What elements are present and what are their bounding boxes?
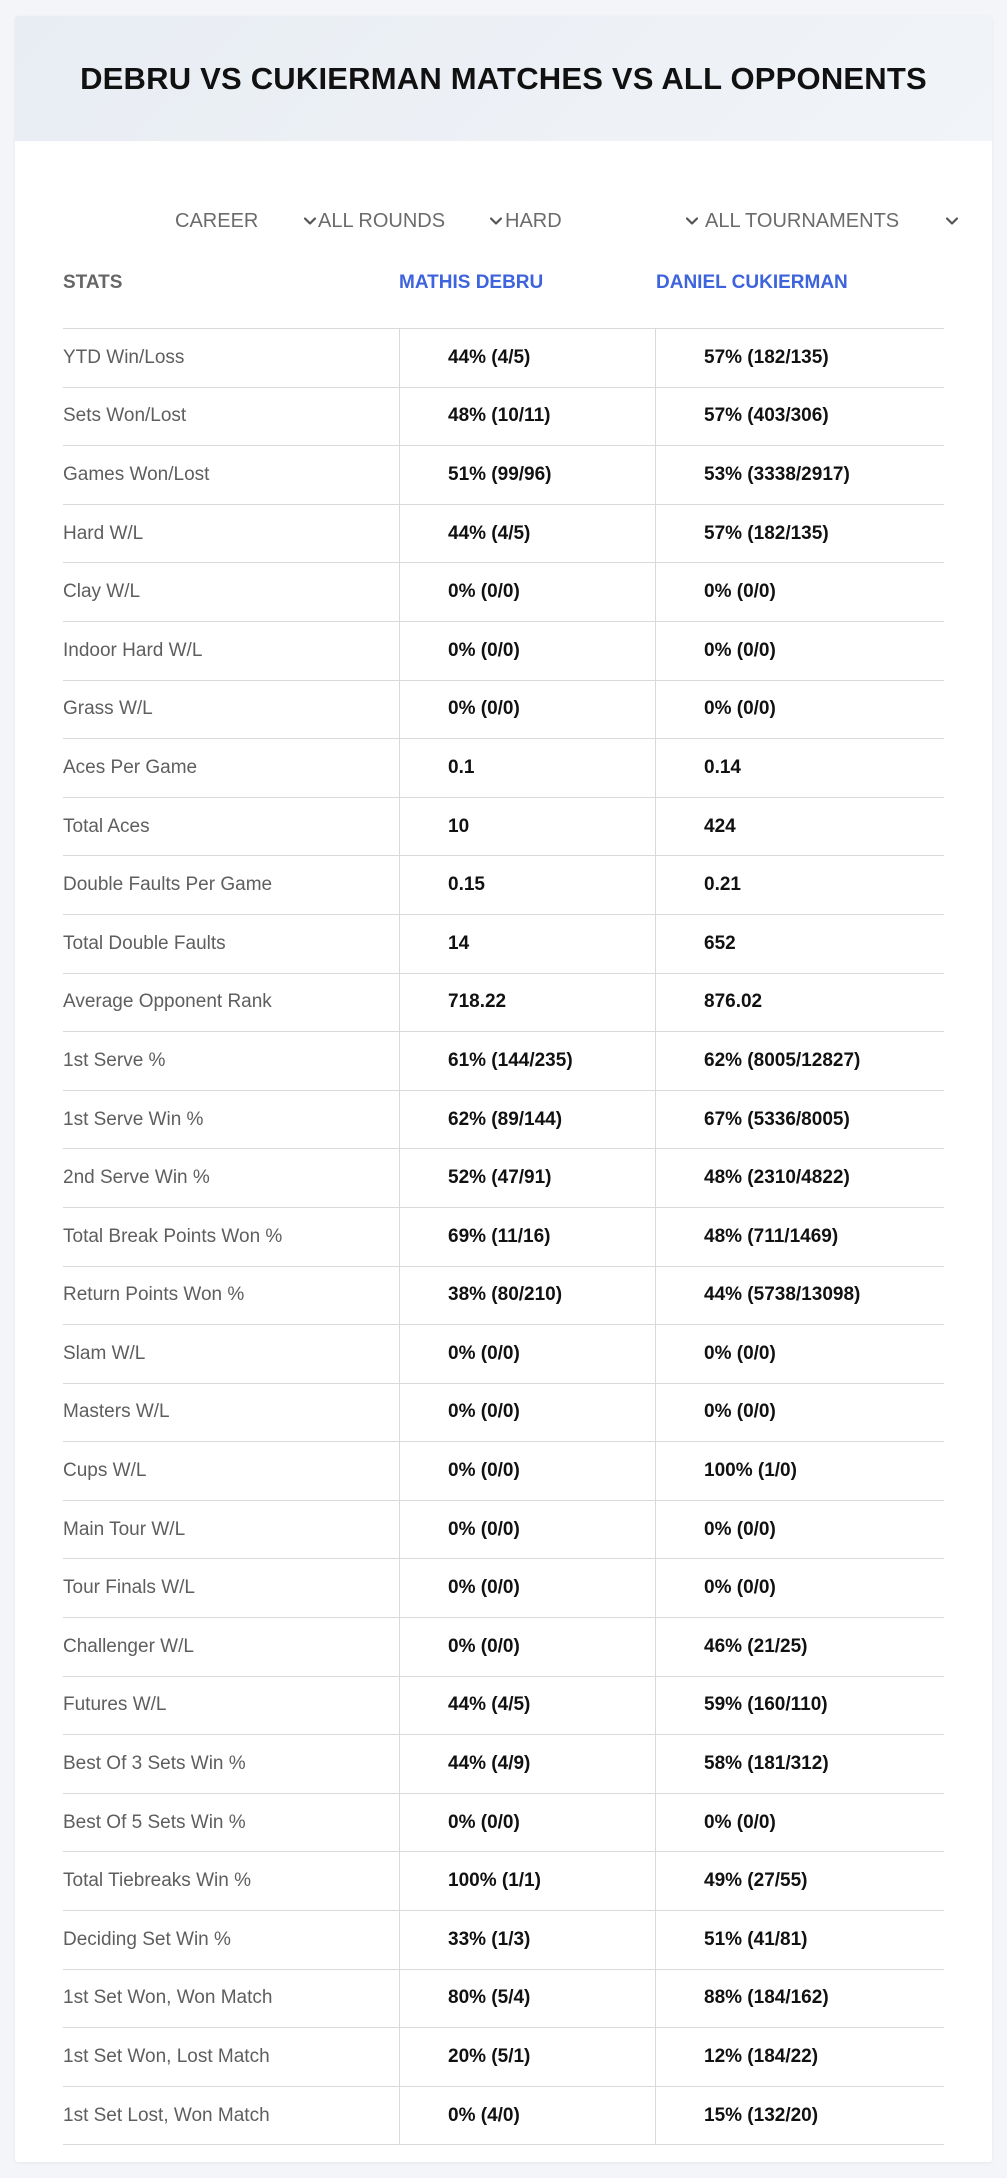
player2-value: 424	[655, 798, 944, 856]
filter-bar	[15, 186, 992, 256]
player2-value: 49% (27/55)	[655, 1852, 944, 1910]
player2-value: 0% (0/0)	[655, 563, 944, 621]
row-label: Clay W/L	[63, 581, 141, 603]
table-row	[63, 1911, 944, 1970]
row-label: Indoor Hard W/L	[63, 639, 203, 661]
row-label: Best Of 5 Sets Win %	[63, 1811, 246, 1833]
player1-value: 14	[399, 915, 655, 973]
player2-value: 0% (0/0)	[655, 1559, 944, 1617]
player2-value: 48% (2310/4822)	[655, 1149, 944, 1207]
surface-select-value: HARD	[505, 209, 562, 232]
period-select-value: CAREER	[175, 209, 259, 232]
row-label: Return Points Won %	[63, 1284, 245, 1306]
table-row	[63, 329, 944, 388]
player2-value: 88% (184/162)	[655, 1970, 944, 2028]
table-row	[63, 622, 944, 681]
row-label: Deciding Set Win %	[63, 1928, 231, 1950]
column-header-player1[interactable]: MATHIS DEBRU	[399, 272, 544, 293]
table-row	[63, 2087, 944, 2146]
player1-value: 44% (4/5)	[399, 329, 655, 387]
player2-value: 0% (0/0)	[655, 1325, 944, 1383]
row-label: 1st Serve %	[63, 1049, 166, 1071]
table-row	[63, 1618, 944, 1677]
row-label: Total Break Points Won %	[63, 1225, 283, 1247]
table-row	[63, 1325, 944, 1384]
player1-value: 62% (89/144)	[399, 1091, 655, 1149]
table-row	[63, 1677, 944, 1736]
table-row	[63, 1208, 944, 1267]
player2-value: 58% (181/312)	[655, 1735, 944, 1793]
row-label: 1st Set Won, Won Match	[63, 1987, 273, 2009]
row-label: 1st Serve Win %	[63, 1108, 204, 1130]
player2-value: 0% (0/0)	[655, 681, 944, 739]
player2-value: 0.14	[655, 739, 944, 797]
player1-value: 0% (0/0)	[399, 1325, 655, 1383]
player1-value: 0% (0/0)	[399, 1442, 655, 1500]
row-label: Best Of 3 Sets Win %	[63, 1753, 246, 1775]
player1-value: 718.22	[399, 974, 655, 1032]
chevron-down-icon	[488, 213, 504, 229]
player2-value: 57% (182/135)	[655, 505, 944, 563]
table-row	[63, 1267, 944, 1326]
player2-value: 0% (0/0)	[655, 1794, 944, 1852]
table-row	[63, 1852, 944, 1911]
player1-value: 0.1	[399, 739, 655, 797]
row-label: Total Double Faults	[63, 932, 226, 954]
player1-value: 0% (0/0)	[399, 681, 655, 739]
player1-value: 44% (4/5)	[399, 505, 655, 563]
row-label: Games Won/Lost	[63, 463, 210, 485]
chevron-down-icon	[944, 213, 960, 229]
player2-value: 0.21	[655, 856, 944, 914]
table-header	[63, 253, 944, 329]
round-select-value: ALL ROUNDS	[318, 209, 446, 232]
player2-value: 57% (403/306)	[655, 388, 944, 446]
player1-value: 0% (4/0)	[399, 2087, 655, 2145]
player2-value: 44% (5738/13098)	[655, 1267, 944, 1325]
card-header	[15, 16, 992, 141]
table-row	[63, 563, 944, 622]
player2-value: 15% (132/20)	[655, 2087, 944, 2145]
player2-value: 67% (5336/8005)	[655, 1091, 944, 1149]
table-row	[63, 856, 944, 915]
period-select[interactable]	[175, 186, 318, 256]
player1-value: 0% (0/0)	[399, 622, 655, 680]
player1-value: 52% (47/91)	[399, 1149, 655, 1207]
table-row	[63, 1559, 944, 1618]
stats-table	[63, 253, 944, 2145]
row-label: 1st Set Won, Lost Match	[63, 2046, 270, 2068]
player2-value: 0% (0/0)	[655, 622, 944, 680]
stats-card	[15, 16, 992, 2162]
table-row	[63, 915, 944, 974]
row-label: Grass W/L	[63, 698, 153, 720]
player2-value: 59% (160/110)	[655, 1677, 944, 1735]
player1-value: 0% (0/0)	[399, 1384, 655, 1442]
player1-value: 38% (80/210)	[399, 1267, 655, 1325]
row-label: Hard W/L	[63, 522, 144, 544]
player1-value: 51% (99/96)	[399, 446, 655, 504]
player1-value: 44% (4/9)	[399, 1735, 655, 1793]
player2-value: 100% (1/0)	[655, 1442, 944, 1500]
table-row	[63, 388, 944, 447]
row-label: Double Faults Per Game	[63, 874, 273, 896]
table-row	[63, 1970, 944, 2029]
row-label: Aces Per Game	[63, 756, 198, 778]
table-row	[63, 1735, 944, 1794]
player2-value: 46% (21/25)	[655, 1618, 944, 1676]
column-header-stats: STATS	[63, 272, 123, 293]
player2-value: 48% (711/1469)	[655, 1208, 944, 1266]
player2-value: 876.02	[655, 974, 944, 1032]
row-label: 1st Set Lost, Won Match	[63, 2104, 270, 2126]
row-label: 2nd Serve Win %	[63, 1167, 210, 1189]
row-label: YTD Win/Loss	[63, 346, 185, 368]
chevron-down-icon	[684, 213, 700, 229]
row-label: Total Aces	[63, 815, 150, 837]
player1-value: 69% (11/16)	[399, 1208, 655, 1266]
player1-value: 0% (0/0)	[399, 1501, 655, 1559]
table-row	[63, 798, 944, 857]
tournament-select[interactable]	[705, 186, 960, 256]
table-row	[63, 1501, 944, 1560]
player1-value: 0% (0/0)	[399, 563, 655, 621]
table-row	[63, 681, 944, 740]
player1-value: 33% (1/3)	[399, 1911, 655, 1969]
player1-value: 20% (5/1)	[399, 2028, 655, 2086]
player1-value: 0% (0/0)	[399, 1794, 655, 1852]
player1-value: 44% (4/5)	[399, 1677, 655, 1735]
page-title: DEBRU VS CUKIERMAN MATCHES VS ALL OPPONENTS	[80, 60, 927, 96]
table-row	[63, 1091, 944, 1150]
row-label: Total Tiebreaks Win %	[63, 1870, 251, 1892]
table-row	[63, 2028, 944, 2087]
row-label: Tour Finals W/L	[63, 1577, 195, 1599]
player2-value: 53% (3338/2917)	[655, 446, 944, 504]
player1-value: 0% (0/0)	[399, 1618, 655, 1676]
row-label: Main Tour W/L	[63, 1518, 186, 1540]
player2-value: 652	[655, 915, 944, 973]
player1-value: 0% (0/0)	[399, 1559, 655, 1617]
table-row	[63, 1384, 944, 1443]
table-row	[63, 739, 944, 798]
chevron-down-icon	[302, 213, 318, 229]
table-row	[63, 1032, 944, 1091]
player2-value: 12% (184/22)	[655, 2028, 944, 2086]
table-row	[63, 1149, 944, 1208]
surface-select[interactable]	[505, 186, 700, 256]
column-header-player2[interactable]: DANIEL CUKIERMAN	[656, 272, 848, 293]
table-row	[63, 446, 944, 505]
player1-value: 0.15	[399, 856, 655, 914]
table-row	[63, 974, 944, 1033]
player1-value: 100% (1/1)	[399, 1852, 655, 1910]
player2-value: 62% (8005/12827)	[655, 1032, 944, 1090]
row-label: Slam W/L	[63, 1342, 146, 1364]
row-label: Futures W/L	[63, 1694, 167, 1716]
table-body	[63, 329, 944, 2145]
table-row	[63, 505, 944, 564]
row-label: Average Opponent Rank	[63, 991, 272, 1013]
player2-value: 57% (182/135)	[655, 329, 944, 387]
table-row	[63, 1794, 944, 1853]
round-select[interactable]	[318, 186, 504, 256]
player1-value: 48% (10/11)	[399, 388, 655, 446]
row-label: Cups W/L	[63, 1460, 147, 1482]
player2-value: 0% (0/0)	[655, 1384, 944, 1442]
player1-value: 61% (144/235)	[399, 1032, 655, 1090]
player2-value: 0% (0/0)	[655, 1501, 944, 1559]
row-label: Sets Won/Lost	[63, 405, 187, 427]
table-row	[63, 1442, 944, 1501]
player1-value: 10	[399, 798, 655, 856]
row-label: Masters W/L	[63, 1401, 170, 1423]
player2-value: 51% (41/81)	[655, 1911, 944, 1969]
player1-value: 80% (5/4)	[399, 1970, 655, 2028]
row-label: Challenger W/L	[63, 1635, 194, 1657]
tournament-select-value: ALL TOURNAMENTS	[705, 209, 900, 232]
